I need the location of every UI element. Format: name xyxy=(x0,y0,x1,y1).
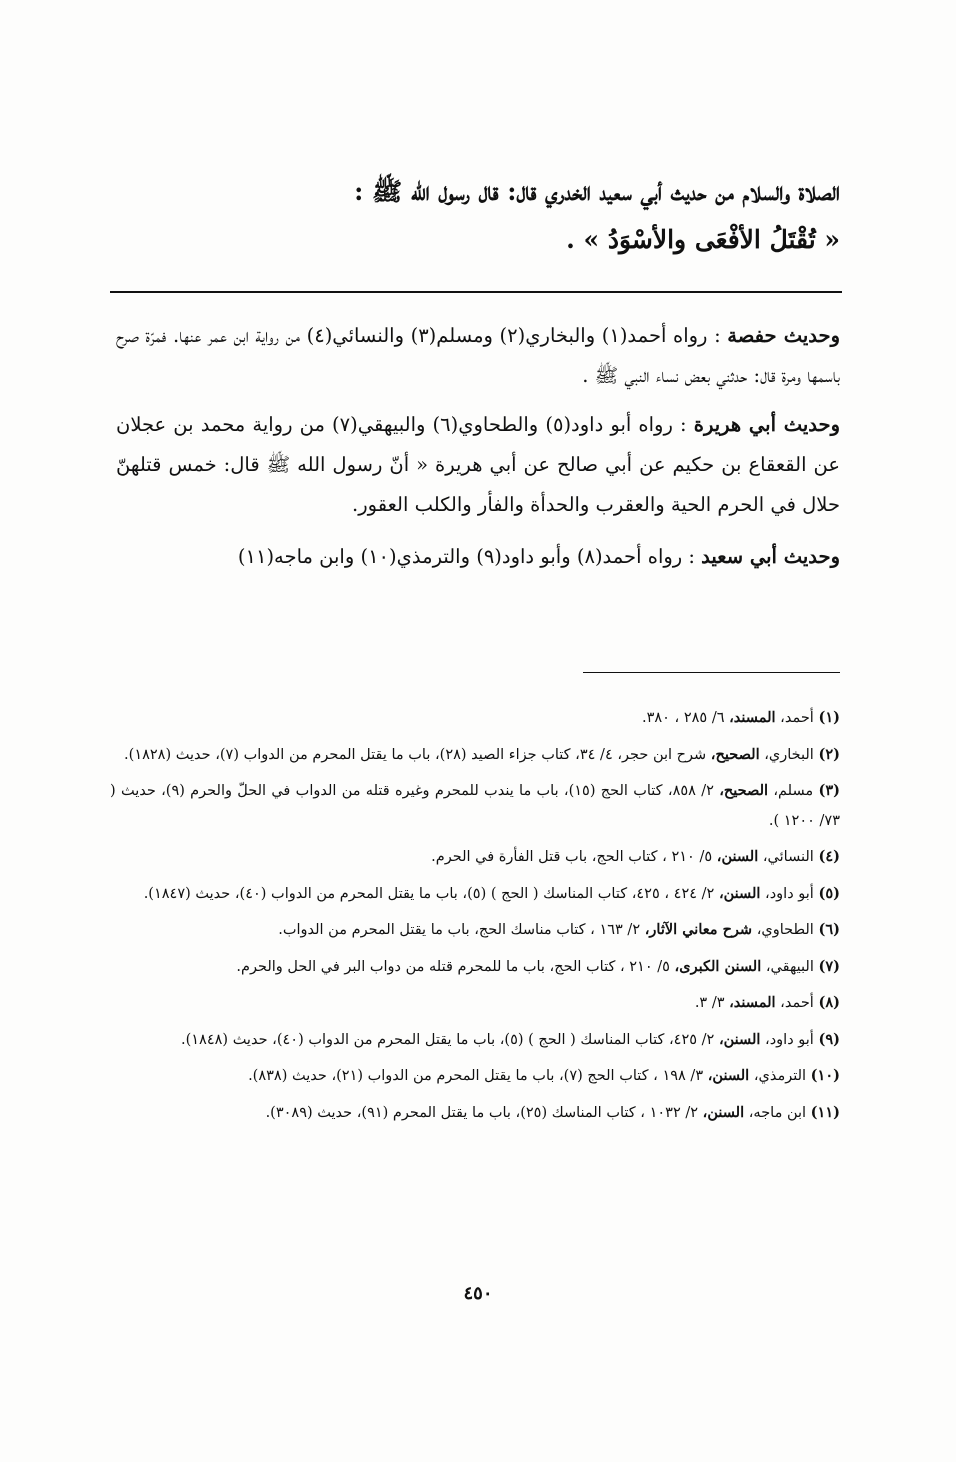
footnote-book: السنن، xyxy=(716,848,759,865)
footnote-book: السنن، xyxy=(702,1103,745,1121)
footnote-2 xyxy=(110,740,840,771)
footnote-number: (٤) xyxy=(818,848,840,865)
footnote-ref: ٥/ ٢١٠ ، كتاب الحج، باب ما للمحرم قتله من دواب البر في الحل والحرم. xyxy=(236,958,670,975)
paragraph-lead: وحديث حفصة xyxy=(727,324,840,347)
footnote-number: (٣) xyxy=(818,782,841,799)
paragraph-lead: وحديث أبي هريرة xyxy=(693,413,840,436)
footnote-ref: ٢/ ٤٢٤ ، ٤٢٥، كتاب المناسك ( الحج ) (٥)، باب ما يقتل المحرم من الدواب (٤٠)، حديث (١٨٤٧). xyxy=(143,885,715,902)
footnote-book: السنن، xyxy=(718,1030,761,1048)
footnote-number: (٩) xyxy=(818,1030,840,1048)
footnote-ref: ٢/ ٨٥٨، كتاب الحج (١٥)، باب ما يندب للمحرم وغيره قتله من الدواب في الحلّ والحرم (٩)، حديث ( ٧٣/ ١٢٠٠ ). xyxy=(110,783,840,829)
footnote-author: ابن ماجه، xyxy=(748,1104,807,1121)
paragraph-lead: وحديث أبي سعيد xyxy=(701,545,840,568)
footnote-book: السنن، xyxy=(718,884,761,902)
paragraph-text: : رواه أحمد(٨) وأبو داود(٩) والترمذي(١٠) وابن ماجه(١١) xyxy=(237,545,695,568)
paragraph-hafsa xyxy=(116,316,840,396)
footnote-book: السنن الكبرى، xyxy=(674,957,762,975)
footnote-book: المسند، xyxy=(729,994,776,1011)
footnote-10 xyxy=(110,1061,840,1092)
footnote-number: (٨) xyxy=(818,994,840,1011)
footnote-ref: ٥/ ٢١٠ ، كتاب الحج، باب قتل الفأرة في الحرم. xyxy=(431,849,713,865)
paragraph-text: : رواه أحمد(١) والبخاري(٢) ومسلم(٣) والنسائي(٤) من رواية ابن عمر عنها. فمرّة صرح باسمها ومرة قال: حدثني بعض نساء النبي ﷺ . xyxy=(116,324,840,387)
footnote-5 xyxy=(110,879,840,910)
section-divider xyxy=(110,291,842,293)
footnote-ref: شرح ابن حجر، ٤/ ٣٤، كتاب جزاء الصيد (٢٨)، باب ما يقتل المحرم من الدواب (٧)، حديث (١٨٢٨). xyxy=(124,746,707,763)
footnote-4 xyxy=(110,842,840,873)
footnote-book: السنن، xyxy=(707,1067,750,1084)
footnotes xyxy=(110,703,840,1134)
footnote-author: البيهقي، xyxy=(765,958,814,975)
footnote-number: (١٠) xyxy=(810,1067,840,1084)
footnote-8 xyxy=(110,988,840,1019)
footnote-number: (١١) xyxy=(810,1103,840,1121)
footnote-author: الطحاوي، xyxy=(756,922,814,938)
page-number: ٤٥٠ xyxy=(463,1283,493,1304)
continuation-line-1: الصلاة والسلام من حديث أبي سعيد الخدري قال: قال رسول الله ﷺ : xyxy=(354,177,840,206)
footnote-book: المسند، xyxy=(729,709,776,726)
footnote-book: الصحيح، xyxy=(719,782,769,799)
footnote-author: مسلم، xyxy=(773,783,814,799)
footnote-number: (٥) xyxy=(818,884,840,902)
footnote-9 xyxy=(110,1025,840,1056)
paragraph-abu-said xyxy=(116,537,840,577)
footnote-author: أحمد، xyxy=(780,995,814,1011)
footnote-number: (٦) xyxy=(818,921,840,938)
footnote-ref: ٦/ ٢٨٥ ، ٣٨٠. xyxy=(641,710,725,726)
footnote-ref: ٢/ ٤٢٥، كتاب المناسك ( الحج ) (٥)، باب ما يقتل المحرم من الدواب (٤٠)، حديث (١٨٤٨). xyxy=(180,1031,715,1048)
footnote-book: الصحيح، xyxy=(710,745,760,763)
footnote-1 xyxy=(110,703,840,734)
footnote-number: (١) xyxy=(818,709,840,726)
footnote-ref: ٢/ ١٦٣ ، كتاب مناسك الحج، باب ما يقتل المحرم من الدواب. xyxy=(278,922,641,938)
footnote-author: أبو داود، xyxy=(765,885,814,902)
footnote-ref: ٢/ ١٠٣٢ ، كتاب المناسك (٢٥)، باب ما يقتل المحرم (٩١)، حديث (٣٠٨٩). xyxy=(265,1104,699,1121)
footnote-7 xyxy=(110,952,840,983)
footnote-author: أحمد، xyxy=(780,710,814,726)
footnote-number: (٢) xyxy=(818,745,840,763)
footnote-3 xyxy=(110,776,840,836)
main-body xyxy=(116,316,840,586)
footnote-ref: ٣/ ١٩٨ ، كتاب الحج (٧)، باب ما يقتل المحرم من الدواب (٢١)، حديث (٨٣٨). xyxy=(248,1068,704,1084)
hadith-quote-line: « تُقْتَلُ الأفْعَى والأسْوَدُ » . xyxy=(566,225,840,254)
footnote-book: شرح معاني الآثار، xyxy=(644,921,753,938)
continuation-text xyxy=(116,168,840,264)
footnote-6 xyxy=(110,915,840,946)
footnote-author: النسائي، xyxy=(762,849,814,865)
footnote-separator xyxy=(583,672,840,673)
footnote-author: البخاري، xyxy=(764,746,814,763)
footnote-author: الترمذي، xyxy=(753,1068,807,1084)
footnote-author: أبو داود، xyxy=(765,1031,814,1048)
footnote-11 xyxy=(110,1098,840,1129)
footnote-ref: ٣/ ٣. xyxy=(694,995,725,1011)
paragraph-abu-hurayra xyxy=(116,405,840,525)
paragraph-text: : رواه أبو داود(٥) والطحاوي(٦) والبيهقي(٧) من رواية محمد بن عجلان عن القعقاع بن حكيم عن أبي صالح عن أبي هريرة « أنّ رسول الله ﷺ قال: خمس قتلهنّ حلال في الحرم الحية والعقرب والحدأة والفأر والكلب العقور. xyxy=(116,413,840,516)
footnote-number: (٧) xyxy=(818,957,840,975)
